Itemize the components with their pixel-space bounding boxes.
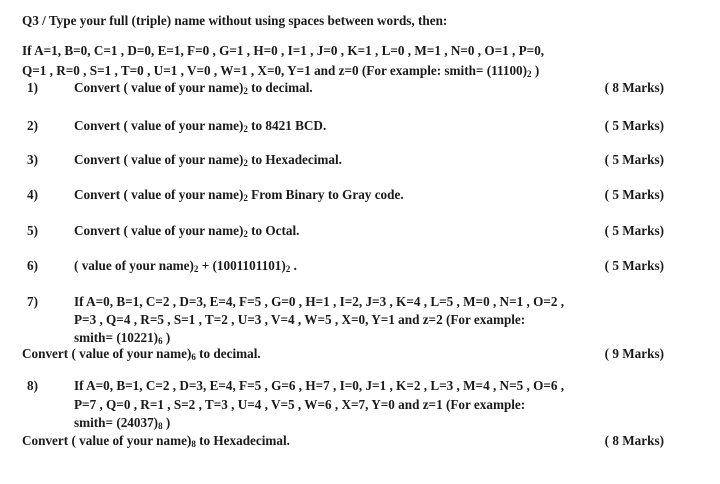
question-text-rest: to decimal. <box>247 80 313 95</box>
question-number: 5) <box>27 223 38 238</box>
mapping-line-2-end: ) <box>531 63 540 78</box>
q7-example-text: smith= (10221) <box>74 330 159 345</box>
q7-convert-text <box>22 346 261 365</box>
question-text-rest: From Binary to Gray code. <box>247 187 404 202</box>
question-subscript: 2 <box>243 229 248 239</box>
question-text <box>74 187 404 206</box>
question-text-main: ( value of your name) <box>74 258 194 273</box>
question-number: 7) <box>27 294 38 309</box>
question-number: 1) <box>27 80 38 95</box>
q8-convert-text <box>22 433 290 452</box>
mapping-line-1: If A=1, B=0, C=1 , D=0, E=1, F=0 , G=1 , H=0 , I=1 , J=0 , K=1 , L=0 , M=1 , N=0 , O=1 , P=0, <box>22 43 545 58</box>
q8-example-end: ) <box>162 415 171 430</box>
q8-convert-end: to Hexadecimal. <box>195 433 290 448</box>
q8-mapping-line-2: P=7 , Q=0 , R=1 , S=2 , T=3 , U=4 , V=5 , W=6 , X=7, Y=0 and z=1 (For example: <box>74 397 526 412</box>
q7-example-end: ) <box>162 330 171 345</box>
question-header: Q3 / Type your full (triple) name without using spaces between words, then: <box>22 13 448 28</box>
q7-example-subscript: 6 <box>158 336 163 346</box>
question-text-main: Convert ( value of your name) <box>74 152 244 167</box>
q7-convert-subscript: 6 <box>191 352 196 362</box>
question-marks: ( 8 Marks) <box>604 80 664 95</box>
question-text <box>74 223 299 242</box>
question-subscript: 2 <box>243 193 248 203</box>
q8-convert-main: Convert ( value of your name) <box>22 433 192 448</box>
q8-example-subscript: 8 <box>158 421 163 431</box>
question-text-main: Convert ( value of your name) <box>74 187 244 202</box>
question-text <box>74 258 297 277</box>
question-text <box>74 80 313 99</box>
question-subscript: 2 <box>193 264 199 274</box>
q7-convert-end: to decimal. <box>195 346 261 361</box>
question-number: 4) <box>27 187 38 202</box>
mapping-line-2-text: Q=1 , R=0 , S=1 , T=0 , U=1 , V=0 , W=1 , X=0, Y=1 and z=0 (For example: smith= (11100) <box>22 63 528 78</box>
question-number: 3) <box>27 152 38 167</box>
question-text-rest: + (1001101101) <box>198 258 286 273</box>
question-number: 8) <box>27 378 38 393</box>
question-marks: ( 5 Marks) <box>604 118 664 133</box>
question-text-rest: to Hexadecimal. <box>247 152 342 167</box>
q7-mapping-line-1: If A=0, B=1, C=2 , D=3, E=4, F=5 , G=0 , H=1 , I=2, J=3 , K=4 , L=5 , M=0 , N=1 , O=2 , <box>74 294 565 309</box>
question-text-main: Convert ( value of your name) <box>74 118 244 133</box>
question-marks: ( 8 Marks) <box>604 433 664 448</box>
q7-convert-main: Convert ( value of your name) <box>22 346 192 361</box>
question-text-main: Convert ( value of your name) <box>74 80 244 95</box>
question-text-rest: to 8421 BCD. <box>247 118 327 133</box>
q8-mapping-line-1: If A=0, B=1, C=2 , D=3, E=4, F=5 , G=6 , H=7 , I=0, J=1 , K=2 , L=3 , M=4 , N=5 , O=6 , <box>74 378 565 393</box>
q8-example <box>74 415 170 434</box>
question-number: 6) <box>27 258 38 273</box>
q8-example-text: smith= (24037) <box>74 415 159 430</box>
question-text-rest-2: . <box>290 258 297 273</box>
question-marks: ( 5 Marks) <box>604 258 664 273</box>
question-subscript-2: 2 <box>285 264 291 274</box>
question-text <box>74 152 342 171</box>
question-marks: ( 9 Marks) <box>604 346 664 361</box>
question-marks: ( 5 Marks) <box>604 152 664 167</box>
question-marks: ( 5 Marks) <box>604 187 664 202</box>
q7-mapping-line-2: P=3 , Q=4 , R=5 , S=1 , T=2 , U=3 , V=4 , W=5 , X=0, Y=1 and z=2 (For example: <box>74 312 526 327</box>
question-text-rest: to Octal. <box>247 223 300 238</box>
question-subscript: 2 <box>243 158 248 168</box>
question-subscript: 2 <box>243 124 248 134</box>
question-subscript: 2 <box>243 86 248 96</box>
question-marks: ( 5 Marks) <box>604 223 664 238</box>
question-text-main: Convert ( value of your name) <box>74 223 244 238</box>
question-number: 2) <box>27 118 38 133</box>
question-text <box>74 118 326 137</box>
q8-convert-subscript: 8 <box>191 439 196 449</box>
mapping-line-2-subscript: 2 <box>527 69 532 79</box>
